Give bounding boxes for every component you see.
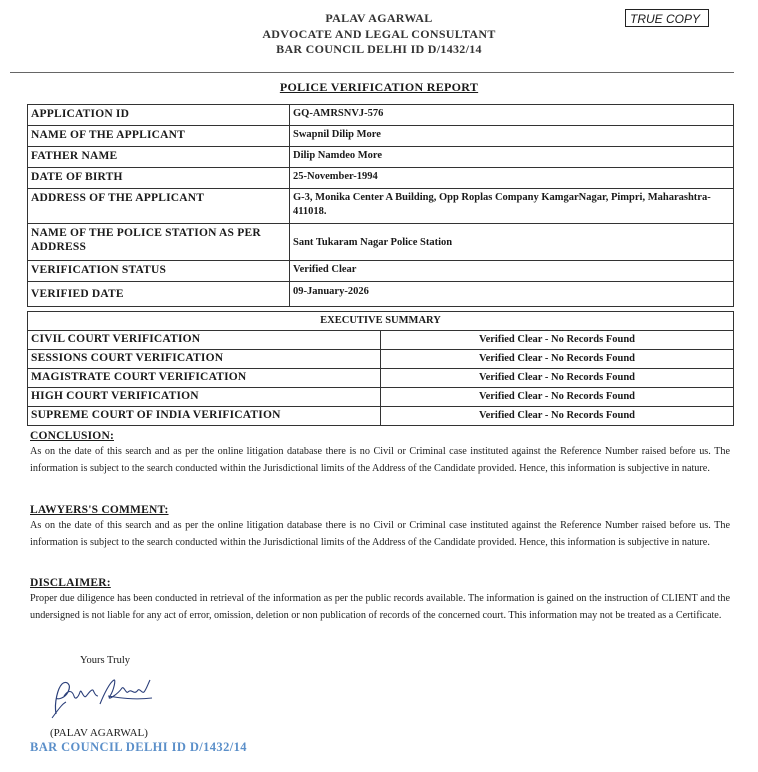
detail-value: 25-November-1994 (290, 168, 734, 189)
court-status: Verified Clear - No Records Found (381, 407, 734, 426)
lawyers-comment-text: As on the date of this search and as per the online litigation database there is no Civil or Criminal case instituted against the Reference Number raised before us. The information is subject to the search conducted within the Jurisdictional limits of the Address of the Candidate provided. Hence, this information is subjective in nature. (30, 520, 730, 548)
table-row (28, 105, 734, 126)
bar-council-id: BAR COUNCIL DELHI ID D/1432/14 (276, 42, 482, 56)
disclaimer-section (30, 577, 730, 624)
detail-label: FATHER NAME (28, 147, 290, 168)
detail-value: Verified Clear (290, 261, 734, 282)
court-label: SUPREME COURT OF INDIA VERIFICATION (28, 407, 381, 426)
conclusion-section (30, 430, 730, 477)
conclusion-heading: CONCLUSION: (30, 430, 114, 442)
table-row (28, 369, 734, 388)
court-status: Verified Clear - No Records Found (381, 331, 734, 350)
handwritten-signature (48, 674, 158, 724)
detail-label: NAME OF THE APPLICANT (28, 126, 290, 147)
header-divider (10, 72, 734, 73)
detail-label: APPLICATION ID (28, 105, 290, 126)
detail-label: VERIFIED DATE (28, 282, 290, 307)
table-row (28, 331, 734, 350)
advocate-designation: ADVOCATE AND LEGAL CONSULTANT (262, 26, 496, 41)
lawyers-comment-heading: LAWYERS'S COMMENT: (30, 504, 169, 516)
closing-salutation: Yours Truly (80, 655, 131, 666)
signatory-name: (PALAV AGARWAL) (50, 727, 148, 739)
detail-value: Sant Tukaram Nagar Police Station (290, 224, 734, 261)
detail-value: Swapnil Dilip More (290, 126, 734, 147)
table-row (28, 168, 734, 189)
table-row (28, 147, 734, 168)
lawyers-comment-section (30, 504, 730, 551)
detail-value: GQ-AMRSNVJ-576 (290, 105, 734, 126)
table-row (28, 312, 734, 331)
detail-label: DATE OF BIRTH (28, 168, 290, 189)
executive-summary-heading: EXECUTIVE SUMMARY (28, 312, 734, 331)
court-label: CIVIL COURT VERIFICATION (28, 331, 381, 350)
conclusion-text: As on the date of this search and as per the online litigation database there is no Civil or Criminal case instituted against the Reference Number raised before us. The information is subject to the search conducted within the Jurisdictional limits of the Address of the Candidate provided. Hence, this information is subjective in nature. (30, 446, 730, 474)
true-copy-stamp: TRUE COPY (625, 9, 709, 27)
table-row (28, 189, 734, 224)
signatory-bar-council-id: BAR COUNCIL DELHI ID D/1432/14 (30, 740, 247, 754)
court-label: MAGISTRATE COURT VERIFICATION (28, 369, 381, 388)
executive-summary-table (27, 311, 734, 426)
table-row (28, 126, 734, 147)
detail-value: G-3, Monika Center A Building, Opp Roplas Company KamgarNagar, Pimpri, Maharashtra-411018. (290, 189, 734, 224)
court-status: Verified Clear - No Records Found (381, 369, 734, 388)
table-row (28, 407, 734, 426)
table-row (28, 388, 734, 407)
detail-label: ADDRESS OF THE APPLICANT (28, 189, 290, 224)
detail-label: VERIFICATION STATUS (28, 261, 290, 282)
table-row (28, 224, 734, 261)
disclaimer-heading: DISCLAIMER: (30, 577, 111, 589)
court-label: HIGH COURT VERIFICATION (28, 388, 381, 407)
report-title: POLICE VERIFICATION REPORT (279, 80, 479, 94)
table-row (28, 350, 734, 369)
court-status: Verified Clear - No Records Found (381, 388, 734, 407)
table-row (28, 261, 734, 282)
detail-label: NAME OF THE POLICE STATION AS PER ADDRESS (28, 224, 290, 261)
applicant-details-table (27, 104, 734, 307)
disclaimer-text: Proper due diligence has been conducted in retrieval of the information as per the public records available. The information is gained on the instruction of CLIENT and the undersigned is not liable for any act of error, omission, deletion or non publication of records of the concerned court. This information may not be treated as a Certificate. (30, 593, 730, 621)
advocate-name: PALAV AGARWAL (325, 11, 433, 25)
detail-value: 09-January-2026 (290, 282, 734, 307)
detail-value: Dilip Namdeo More (290, 147, 734, 168)
table-row (28, 282, 734, 307)
court-status: Verified Clear - No Records Found (381, 350, 734, 369)
court-label: SESSIONS COURT VERIFICATION (28, 350, 381, 369)
